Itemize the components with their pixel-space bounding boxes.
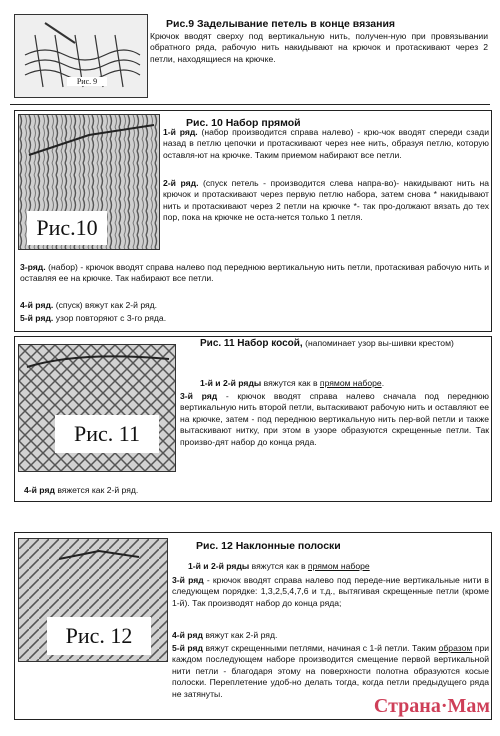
f11-row3-label: 3-й ряд [180,391,218,401]
figure-9-caption: Рис. 9 [67,77,107,86]
row3-label: 3-ряд. [20,262,46,272]
f12-row12-link[interactable]: прямом наборе [307,561,370,571]
row2-text: (спуск петель - производится слева напра-во)- накидывают нить на крючок и протаскивают через первую петлю набора, затем снова * накидывают нить и протаскивают через 2 петли на крючке *- так про-должают вязать до тех пор, пока на крючке не оста-нется только 1 петля. [163,178,489,223]
row1-label: 1-й ряд. [163,127,198,137]
figure-11-row12: 1-й и 2-й ряды вяжутся как в прямом наборе. [200,378,385,388]
f11-row12-link[interactable]: прямом наборе [319,378,382,388]
figure-9-title: Рис.9 Заделывание петель в конце вязания [166,18,396,30]
f11-row12-label: 1-й и 2-й ряды [200,378,262,388]
row1-text: (набор производится справа налево) - крю-чок вводят спереди сзади назад в петлю цепочки и протаскивают через нее нить, образуя петлю, которую оставля-ют на крючке. Таким приемом набирают все петли. [163,127,489,160]
f12-row5-text2: при каждом последующем наборе производится смещение первой вертикальной нити петли - благодаря этому на поверхности полотна образуются косые полоски. Переплетение удоб-но делать тогда, когда петли предыдущего ряда не затянуты. [172,643,490,699]
figure-9-text: Крючок вводят сверху под вертикальную нить, получен-ную при провязывании обратного ряда, рабочую нить накидывают на крючок и протаскивают через 2 петли, находящиеся на крючке. [150,31,488,64]
site-watermark: Страна·Мам [373,695,490,717]
row3-text: (набор) - крючок вводят справа налево под переднюю вертикальную нить петли, протаскивая рабочую нить и оставляя ее на крючке. Так набирают все петли. [20,262,489,284]
f12-row12-text: вяжутся как в [251,561,306,571]
row4-label: 4-й ряд. [20,300,54,310]
row5-text: узор повторяют с 3-го ряда. [55,313,167,323]
f12-row3-text: - крючок вводят справа налево под переде-ние вертикальные нити в следующем порядке: 1,3,2,5,4,7,6 и т.д., вытягивая скрещенные петли (кроме 1-й). Так производят набор до конца ряда; [172,575,489,608]
figure-12-frame [14,532,492,720]
watermark-text-2: Мам [447,695,490,717]
f11-row4-label: 4-й ряд [24,485,55,495]
figure-9-frame [10,12,490,105]
f12-row5-label: 5-й ряд [172,643,203,653]
f12-row4-label: 4-й ряд [172,630,203,640]
figure-10-frame [14,110,492,332]
figure-10-title: Рис. 10 Набор прямой [186,117,301,129]
row5-label: 5-й ряд. [20,313,54,323]
f12-row4-text: вяжут как 2-й ряд. [205,630,278,640]
f11-row4-text: вяжется как 2-й ряд. [57,485,139,495]
f12-row5-link[interactable]: образом [438,643,473,653]
figure-11-title-tail: (напоминает узор вы-шивки крестом) [305,338,454,348]
row2-label: 2-й ряд. [163,178,199,188]
row4-text: (спуск) вяжут как 2-й ряд. [55,300,158,310]
f11-row12-text: вяжутся как в [263,378,318,388]
figure-10-caption: Рис.10 [27,211,107,245]
f11-row3-text: - крючок вводят справа налево сначала под переднюю вертикальную нить второй петли, вытаскивают рабочую нить и оставляют ее на крючке, затем - под переднюю вертикальную нить пер-вой петли и также вытаскивают нитку, при этом в узоре образуются скрещенные петли. Так произво-дят набор до конца ряда. [180,391,490,447]
figure-11-title: Рис. 11 Набор косой, [200,338,303,349]
watermark-text-1: Страна [373,695,441,717]
figure-12-caption: Рис. 12 [47,617,151,655]
f12-row3-label: 3-й ряд [172,575,204,585]
f12-row12-label: 1-й и 2-й ряды [188,561,250,571]
f12-row5-text: вяжут скрещенными петлями, начиная с 1-й петли. Таким [205,643,437,653]
figure-11-frame [14,336,492,502]
figure-12-title: Рис. 12 Наклонные полоски [196,540,341,552]
figure-11-caption: Рис. 11 [55,415,159,453]
